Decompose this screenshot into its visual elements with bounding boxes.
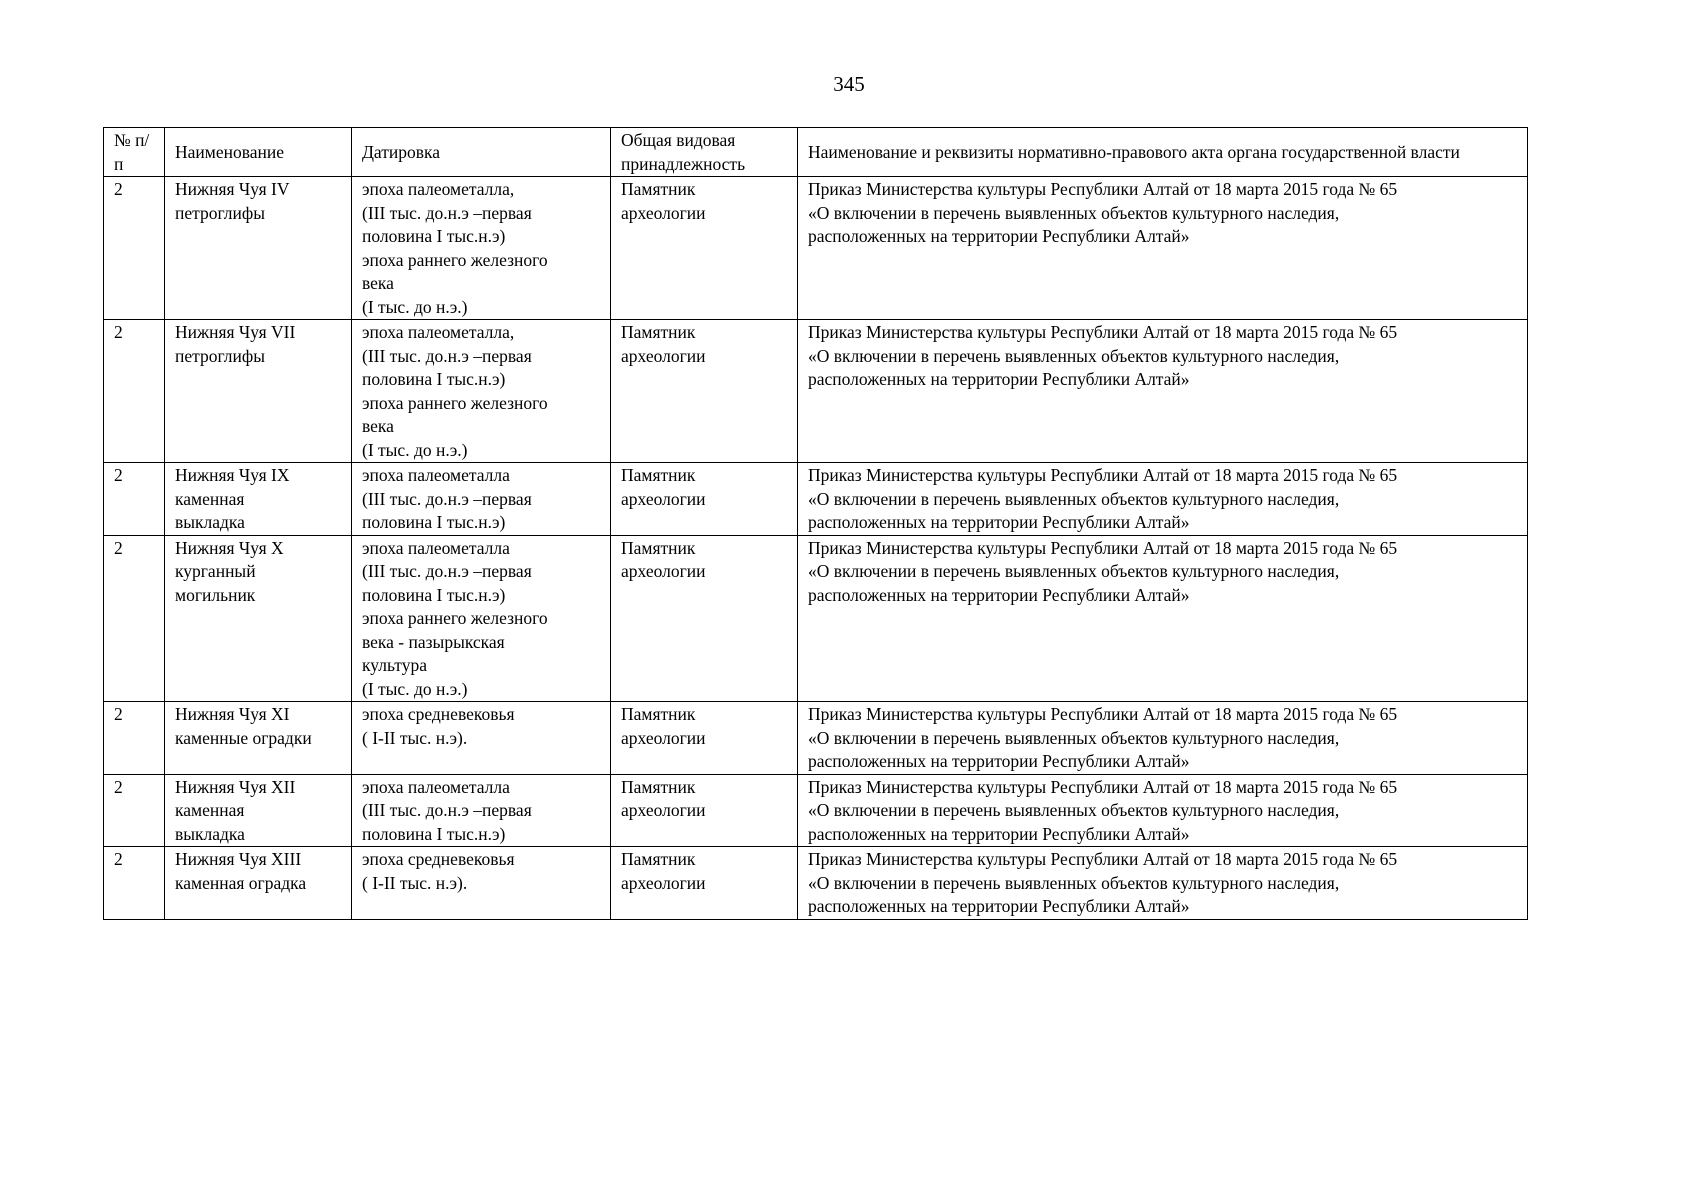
cell-number: 2 — [104, 535, 165, 702]
table-row — [104, 702, 1528, 775]
heritage-objects-table — [103, 127, 1528, 920]
cell-legal-act: Приказ Министерства культуры Республики Алтай от 18 марта 2015 года № 65 «О включении в перечень выявленных объектов культурного наследия, расположенных на территории Республики Алтай» — [798, 847, 1528, 920]
cell-name: Нижняя Чуя IX каменная выкладка — [165, 463, 352, 536]
cell-name: Нижняя Чуя VII петроглифы — [165, 320, 352, 463]
cell-legal-act: Приказ Министерства культуры Республики Алтай от 18 марта 2015 года № 65 «О включении в перечень выявленных объектов культурного наследия, расположенных на территории Республики Алтай» — [798, 320, 1528, 463]
header-name: Наименование — [165, 128, 352, 177]
cell-legal-act: Приказ Министерства культуры Республики Алтай от 18 марта 2015 года № 65 «О включении в перечень выявленных объектов культурного наследия, расположенных на территории Республики Алтай» — [798, 463, 1528, 536]
cell-dating: эпоха палеометалла (III тыс. до.н.э –первая половина I тыс.н.э) эпоха раннего железного века - пазырыкская культура (I тыс. до н.э.) — [352, 535, 611, 702]
header-row — [104, 128, 1528, 177]
cell-name: Нижняя Чуя XII каменная выкладка — [165, 774, 352, 847]
header-legal-act: Наименование и реквизиты нормативно-правового акта органа государственной власти — [798, 128, 1528, 177]
cell-name: Нижняя Чуя XI каменные оградки — [165, 702, 352, 775]
header-dating: Датировка — [352, 128, 611, 177]
table-row — [104, 774, 1528, 847]
cell-legal-act: Приказ Министерства культуры Республики Алтай от 18 марта 2015 года № 65 «О включении в перечень выявленных объектов культурного наследия, расположенных на территории Республики Алтай» — [798, 702, 1528, 775]
cell-name: Нижняя Чуя IV петроглифы — [165, 177, 352, 320]
cell-dating: эпоха палеометалла (III тыс. до.н.э –первая половина I тыс.н.э) — [352, 774, 611, 847]
table-row — [104, 535, 1528, 702]
cell-number: 2 — [104, 774, 165, 847]
cell-type: Памятник археологии — [611, 702, 798, 775]
cell-dating: эпоха средневековья ( I-II тыс. н.э). — [352, 702, 611, 775]
cell-legal-act: Приказ Министерства культуры Республики Алтай от 18 марта 2015 года № 65 «О включении в перечень выявленных объектов культурного наследия, расположенных на территории Республики Алтай» — [798, 177, 1528, 320]
cell-dating: эпоха палеометалла, (III тыс. до.н.э –первая половина I тыс.н.э) эпоха раннего железного века (I тыс. до н.э.) — [352, 177, 611, 320]
cell-legal-act: Приказ Министерства культуры Республики Алтай от 18 марта 2015 года № 65 «О включении в перечень выявленных объектов культурного наследия, расположенных на территории Республики Алтай» — [798, 535, 1528, 702]
header-type: Общая видовая принадлежность — [611, 128, 798, 177]
cell-number: 2 — [104, 847, 165, 920]
table-row — [104, 463, 1528, 536]
cell-type: Памятник археологии — [611, 847, 798, 920]
cell-name: Нижняя Чуя X курганный могильник — [165, 535, 352, 702]
cell-type: Памятник археологии — [611, 463, 798, 536]
cell-legal-act: Приказ Министерства культуры Республики Алтай от 18 марта 2015 года № 65 «О включении в перечень выявленных объектов культурного наследия, расположенных на территории Республики Алтай» — [798, 774, 1528, 847]
cell-number: 2 — [104, 320, 165, 463]
table-header — [104, 128, 1528, 177]
cell-type: Памятник археологии — [611, 320, 798, 463]
table-row — [104, 177, 1528, 320]
cell-type: Памятник археологии — [611, 177, 798, 320]
cell-name: Нижняя Чуя XIII каменная оградка — [165, 847, 352, 920]
cell-dating: эпоха палеометалла (III тыс. до.н.э –первая половина I тыс.н.э) — [352, 463, 611, 536]
cell-type: Памятник археологии — [611, 535, 798, 702]
cell-dating: эпоха палеометалла, (III тыс. до.н.э –первая половина I тыс.н.э) эпоха раннего железного века (I тыс. до н.э.) — [352, 320, 611, 463]
cell-number: 2 — [104, 463, 165, 536]
page-number: 345 — [833, 72, 865, 96]
cell-number: 2 — [104, 177, 165, 320]
table-body — [104, 177, 1528, 920]
table-row — [104, 320, 1528, 463]
header-number: № п/п — [104, 128, 165, 177]
table-row — [104, 847, 1528, 920]
cell-type: Памятник археологии — [611, 774, 798, 847]
cell-number: 2 — [104, 702, 165, 775]
cell-dating: эпоха средневековья ( I-II тыс. н.э). — [352, 847, 611, 920]
